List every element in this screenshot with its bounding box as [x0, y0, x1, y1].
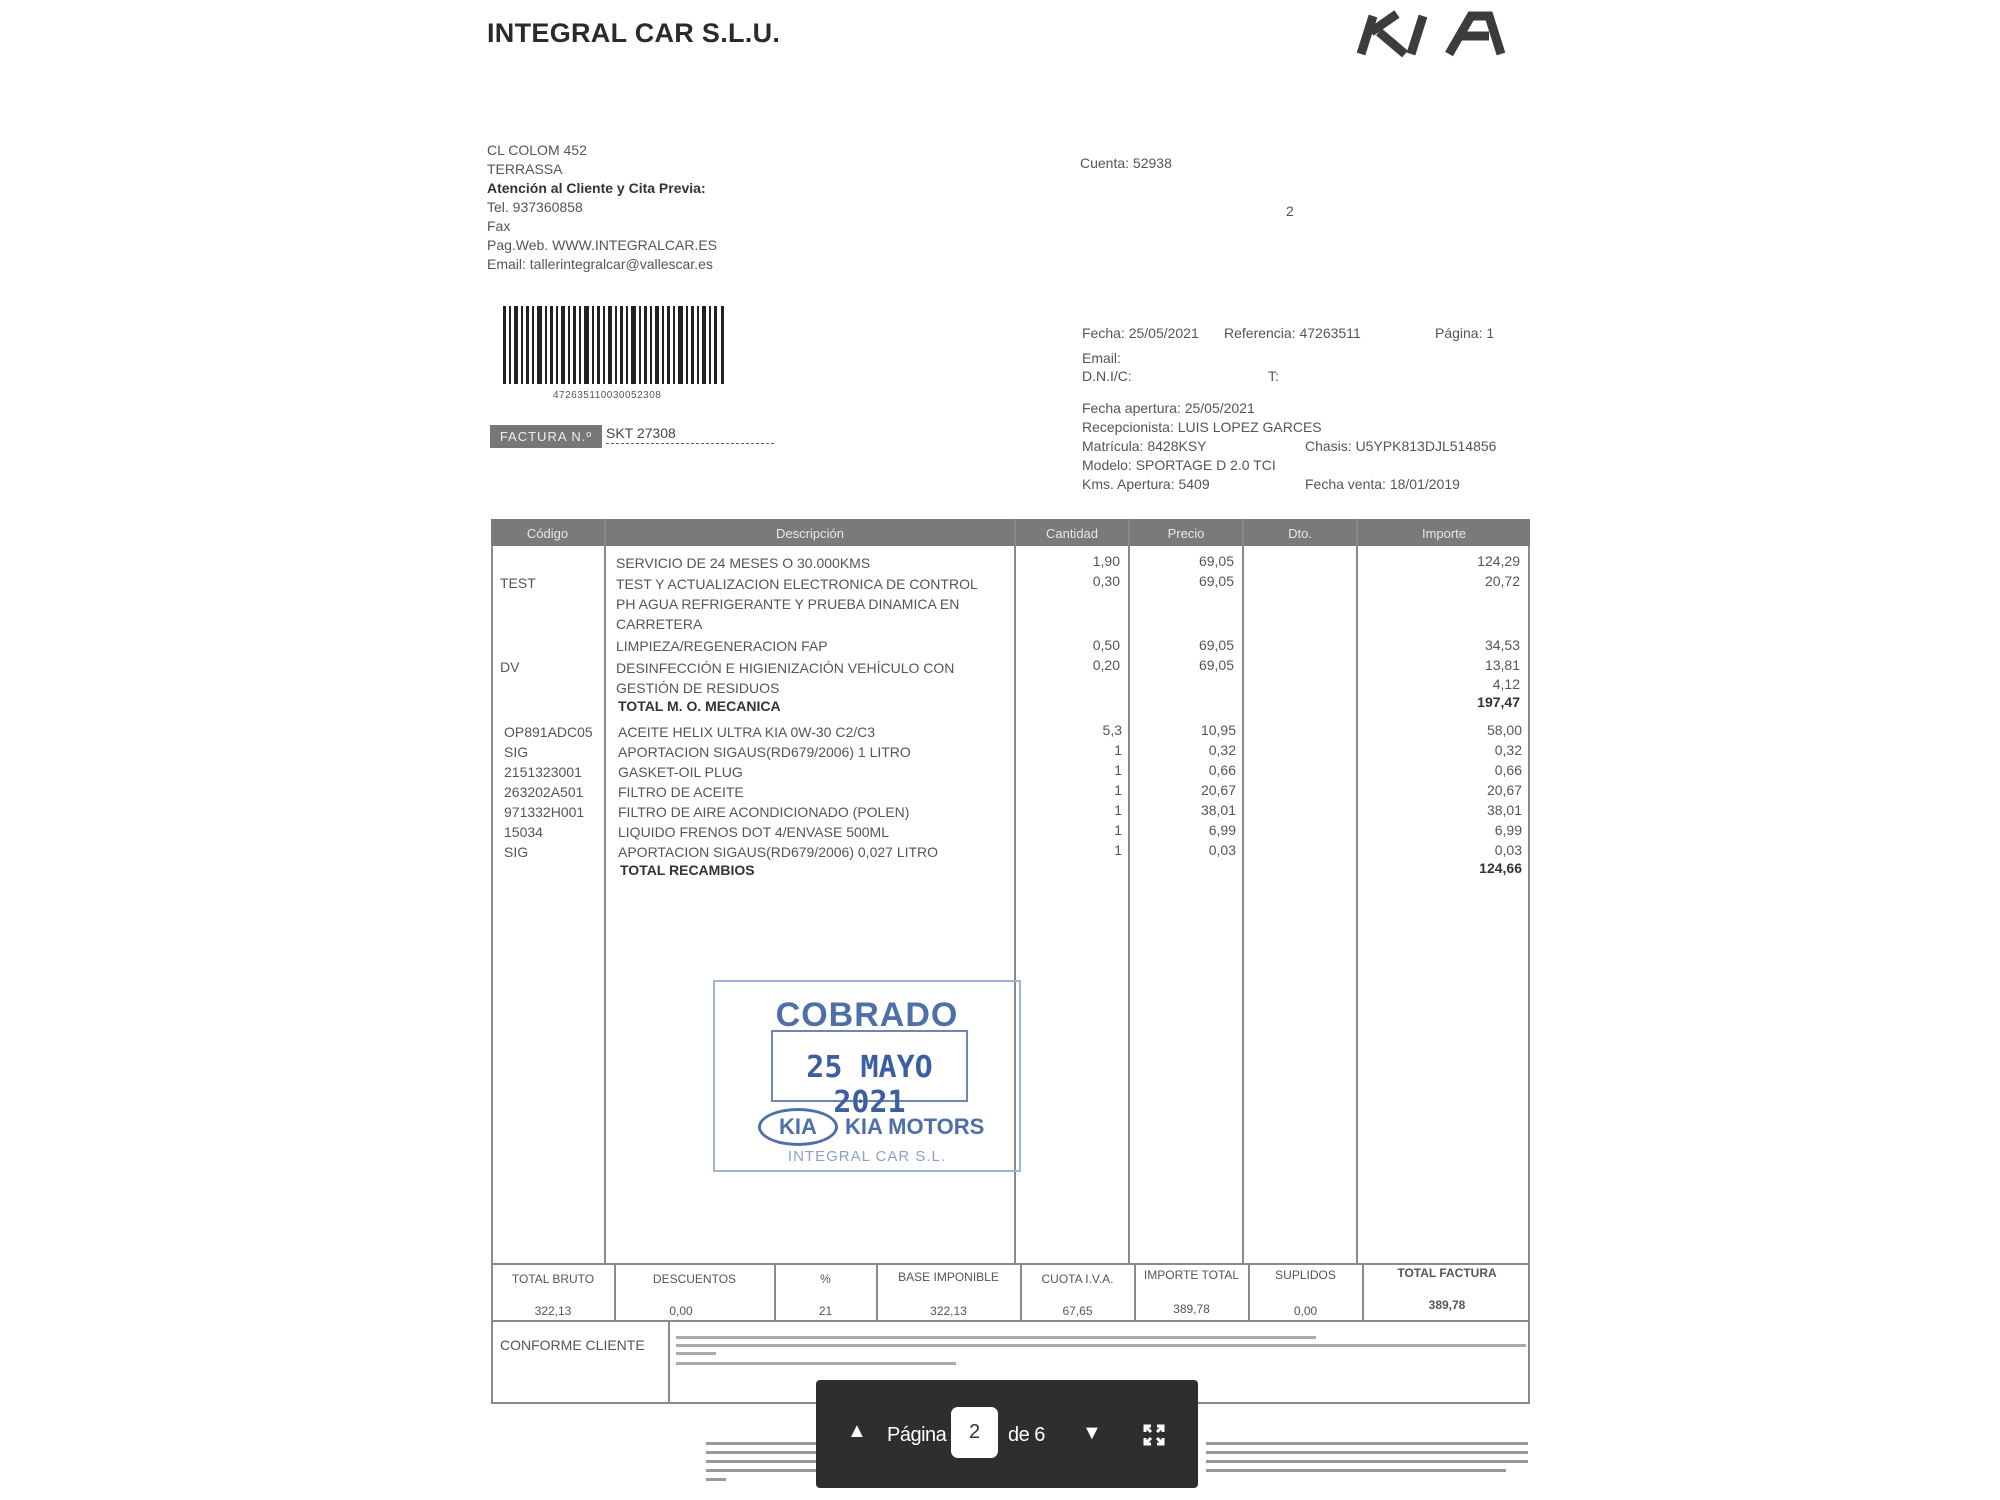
- company-address: [487, 141, 717, 274]
- chevron-down-icon[interactable]: ▼: [1082, 1422, 1102, 1444]
- total-bruto-label: TOTAL BRUTO: [511, 1272, 595, 1286]
- col-header-dto: Dto.: [1288, 526, 1312, 541]
- cuota-iva-label: CUOTA I.V.A.: [1041, 1272, 1114, 1286]
- line-amount-extra: 4,12: [1492, 676, 1520, 692]
- invoice-number: SKT 27308: [606, 425, 774, 444]
- suplidos-value: 0,00: [1293, 1304, 1318, 1318]
- part-quantity: 1: [1114, 822, 1122, 838]
- page-count-label: de 6: [1008, 1424, 1045, 1446]
- importe-total-value: 389,78: [1173, 1302, 1210, 1316]
- address-street: CL COLOM 452: [487, 142, 587, 158]
- col-divider: [1356, 519, 1358, 1263]
- client-phone: T:: [1268, 368, 1279, 384]
- receptionist: Recepcionista: LUIS LOPEZ GARCES: [1082, 419, 1322, 435]
- invoice-reference: Referencia: 47263511: [1224, 325, 1361, 341]
- opening-km: Kms. Apertura: 5409: [1082, 476, 1210, 492]
- invoice-page: Página: 1: [1435, 325, 1495, 341]
- sale-date: Fecha venta: 18/01/2019: [1305, 476, 1460, 492]
- part-code: SIG: [504, 744, 529, 760]
- col-header-precio: Precio: [1167, 526, 1205, 541]
- labour-total-label: TOTAL M. O. MECANICA: [618, 698, 781, 714]
- part-amount: 0,03: [1494, 842, 1522, 858]
- part-quantity: 5,3: [1102, 722, 1122, 738]
- account-number: Cuenta: 52938: [1080, 155, 1172, 171]
- line-quantity: 0,50: [1092, 637, 1120, 653]
- legal-small-print: [676, 1334, 1526, 1374]
- pdf-viewer-toolbar: [816, 1380, 1198, 1488]
- line-description: LIMPIEZA/REGENERACION FAP: [616, 638, 828, 654]
- line-price: 69,05: [1198, 553, 1234, 569]
- descuentos-value: 0,00: [669, 1304, 693, 1318]
- fullscreen-icon[interactable]: [1143, 1424, 1165, 1446]
- paid-stamp: [713, 980, 1021, 1172]
- line-description: DESINFECCIÓN E HIGIENIZACIÓN VEHÍCULO CON GESTIÓN DE RESIDUOS: [616, 660, 955, 696]
- base-imponible-label: BASE IMPONIBLE: [898, 1270, 999, 1284]
- part-price: 0,66: [1208, 762, 1236, 778]
- line-code: DV: [500, 659, 520, 675]
- iva-pct-value: 21: [818, 1304, 833, 1318]
- part-price: 0,03: [1208, 842, 1236, 858]
- chassis: Chasis: U5YPK813DJL514856: [1305, 438, 1497, 454]
- total-bruto-value: 322,13: [534, 1304, 572, 1318]
- stamp-date-box: [771, 1030, 968, 1120]
- part-quantity: 1: [1114, 742, 1122, 758]
- line-amount: 20,72: [1484, 573, 1520, 589]
- barcode: [503, 306, 727, 384]
- stamp-title: COBRADO: [775, 996, 959, 1034]
- line-description: SERVICIO DE 24 MESES O 30.000KMS: [616, 555, 871, 571]
- part-quantity: 1: [1114, 802, 1122, 818]
- total-factura-label: TOTAL FACTURA: [1397, 1266, 1497, 1280]
- stamp-date: 25 MAYO 2021: [806, 1050, 933, 1120]
- line-amount: 13,81: [1484, 657, 1520, 673]
- col-divider: [604, 519, 606, 1263]
- invoice-label: FACTURA N.º: [490, 425, 602, 448]
- cuota-iva-value: 67,65: [1062, 1304, 1093, 1318]
- part-amount: 38,01: [1486, 802, 1522, 818]
- barcode-number: 472635110030052308: [553, 390, 662, 401]
- conforme-cliente: CONFORME CLIENTE: [500, 1337, 645, 1353]
- total-factura-value: 389,78: [1428, 1298, 1466, 1312]
- address-tel: Tel. 937360858: [487, 199, 583, 215]
- part-price: 38,01: [1200, 802, 1236, 818]
- importe-total-label: IMPORTE TOTAL: [1143, 1268, 1240, 1282]
- part-code: SIG: [504, 844, 529, 860]
- part-description: FILTRO DE ACEITE: [618, 784, 744, 800]
- line-code: TEST: [500, 575, 536, 591]
- client-email: Email:: [1082, 350, 1121, 366]
- line-quantity: 0,30: [1092, 573, 1120, 589]
- part-description: LIQUIDO FRENOS DOT 4/ENVASE 500ML: [618, 824, 890, 840]
- suplidos-label: SUPLIDOS: [1275, 1268, 1336, 1282]
- part-code: 263202A501: [504, 784, 584, 800]
- line-amount: 124,29: [1477, 553, 1520, 569]
- client-dni: D.N.I/C:: [1082, 368, 1132, 384]
- line-price: 69,05: [1198, 637, 1234, 653]
- aux-number: 2: [1286, 203, 1294, 219]
- part-code: 15034: [504, 824, 543, 840]
- part-price: 10,95: [1200, 722, 1236, 738]
- part-quantity: 1: [1114, 762, 1122, 778]
- part-description: GASKET-OIL PLUG: [618, 764, 743, 780]
- part-description: APORTACION SIGAUS(RD679/2006) 0,027 LITRO: [618, 844, 939, 860]
- totals-top-border: [491, 1263, 1530, 1265]
- iva-pct-label: %: [820, 1272, 831, 1286]
- part-amount: 6,99: [1494, 822, 1522, 838]
- part-quantity: 1: [1114, 782, 1122, 798]
- parts-total-label: TOTAL RECAMBIOS: [620, 862, 755, 878]
- col-header-codigo: Código: [526, 526, 569, 541]
- part-description: ACEITE HELIX ULTRA KIA 0W-30 C2/C3: [618, 724, 876, 740]
- opening-date: Fecha apertura: 25/05/2021: [1082, 400, 1255, 416]
- stamp-dealer: INTEGRAL CAR S.L.: [787, 1148, 947, 1165]
- part-amount: 0,32: [1494, 742, 1522, 758]
- part-amount: 0,66: [1494, 762, 1522, 778]
- line-quantity: 0,20: [1092, 657, 1120, 673]
- descuentos-label: DESCUENTOS: [652, 1272, 737, 1286]
- address-city: TERRASSA: [487, 161, 563, 177]
- stamp-kia-oval-logo: KIA: [758, 1108, 838, 1146]
- col-divider: [1128, 519, 1130, 1263]
- totals-bottom-border: [491, 1320, 1530, 1322]
- address-fax: Fax: [487, 218, 511, 234]
- line-amount: 34,53: [1484, 637, 1520, 653]
- part-quantity: 1: [1114, 842, 1122, 858]
- vehicle-model: Modelo: SPORTAGE D 2.0 TCI: [1082, 457, 1276, 473]
- address-web: Pag.Web. WWW.INTEGRALCAR.ES: [487, 237, 718, 253]
- part-amount: 20,67: [1486, 782, 1522, 798]
- conforme-divider: [668, 1322, 670, 1404]
- license-plate: Matrícula: 8428KSY: [1082, 438, 1207, 454]
- stamp-kia-motors: KIA MOTORS: [845, 1114, 985, 1139]
- line-description: TEST Y ACTUALIZACION ELECTRONICA DE CONTROL PH AGUA REFRIGERANTE Y PRUEBA DINAMICA EN CARRETERA: [616, 576, 978, 632]
- address-attention: Atención al Cliente y Cita Previa:: [487, 180, 706, 196]
- labour-total-amount: 197,47: [1477, 694, 1520, 710]
- part-code: 2151323001: [504, 764, 582, 780]
- line-price: 69,05: [1198, 657, 1234, 673]
- col-header-cantidad: Cantidad: [1045, 526, 1099, 541]
- part-price: 0,32: [1208, 742, 1236, 758]
- col-divider: [1242, 519, 1244, 1263]
- part-description: FILTRO DE AIRE ACONDICIONADO (POLEN): [618, 804, 910, 820]
- chevron-up-icon[interactable]: ▲: [847, 1420, 867, 1442]
- part-price: 6,99: [1208, 822, 1236, 838]
- part-amount: 58,00: [1486, 722, 1522, 738]
- col-header-descripcion: Descripción: [776, 526, 844, 541]
- part-code: OP891ADC05: [504, 724, 593, 740]
- address-email: Email: tallerintegralcar@vallescar.es: [487, 256, 713, 272]
- part-price: 20,67: [1200, 782, 1236, 798]
- page-number-input[interactable]: [951, 1407, 998, 1458]
- base-imponible-value: 322,13: [930, 1304, 967, 1318]
- line-price: 69,05: [1198, 573, 1234, 589]
- part-code: 971332H001: [504, 804, 585, 820]
- part-description: APORTACION SIGAUS(RD679/2006) 1 LITRO: [618, 744, 911, 760]
- kia-logo: [1353, 10, 1521, 58]
- col-header-importe: Importe: [1421, 526, 1467, 541]
- page-label: Página: [887, 1424, 947, 1446]
- line-quantity: 1,90: [1092, 553, 1120, 569]
- parts-total-amount: 124,66: [1479, 860, 1522, 876]
- invoice-date: Fecha: 25/05/2021: [1082, 325, 1199, 341]
- company-name: INTEGRAL CAR S.L.U.: [487, 18, 781, 48]
